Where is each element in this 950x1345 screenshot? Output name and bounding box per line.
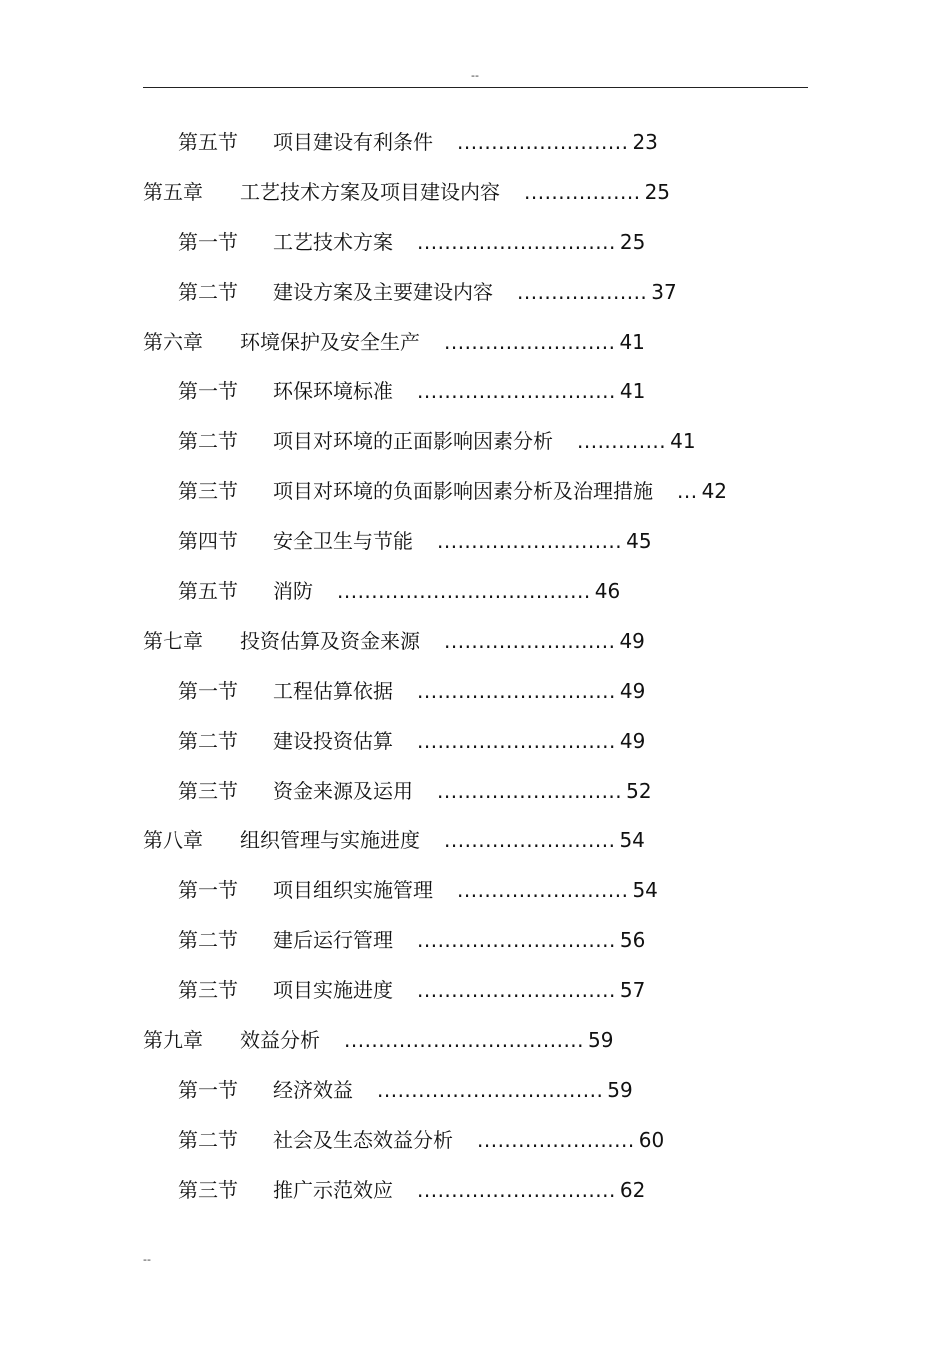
toc-entry-page-ref [417, 915, 645, 965]
toc-chapter-entry[interactable] [0, 616, 950, 666]
toc-chapter-entry[interactable] [0, 1015, 950, 1065]
toc-page-number: 49 [619, 628, 645, 653]
toc-section-entry[interactable] [0, 1065, 950, 1115]
toc-entry-title: 推广示范效应 [273, 1177, 393, 1202]
toc-dot-leader: ... [677, 479, 698, 504]
toc-section-entry[interactable] [0, 766, 950, 816]
toc-section-entry[interactable] [0, 566, 950, 616]
toc-section-entry[interactable] [0, 1115, 950, 1165]
toc-entry-number: 第五章 [143, 179, 203, 204]
toc-page-number: 25 [644, 179, 671, 204]
table-of-contents [0, 117, 950, 1215]
toc-entry-page-ref [577, 416, 696, 466]
toc-entry-page-ref [444, 815, 645, 865]
toc-dot-leader: ......................... [444, 329, 616, 354]
toc-section-entry[interactable] [0, 117, 950, 167]
toc-page-number: 59 [607, 1077, 633, 1102]
toc-page-number: 25 [619, 229, 646, 254]
toc-page-number: 52 [626, 778, 652, 803]
toc-entry-number: 第八章 [143, 828, 203, 853]
page-footer-mark: -- [143, 1253, 151, 1266]
toc-entry-title: 资金来源及运用 [273, 778, 413, 803]
toc-section-entry[interactable] [0, 915, 950, 965]
toc-entry-page-ref [417, 666, 645, 716]
toc-page-number: 54 [619, 828, 645, 853]
toc-page-number: 56 [619, 928, 646, 953]
header-rule [143, 87, 808, 88]
toc-entry-number: 第三节 [178, 978, 238, 1003]
toc-entry-number: 第一节 [178, 229, 238, 254]
toc-entry-number: 第一节 [178, 678, 238, 703]
toc-entry-page-ref [377, 1065, 633, 1115]
toc-dot-leader: ....................... [477, 1127, 635, 1152]
toc-page-number: 54 [632, 878, 658, 903]
toc-section-entry[interactable] [0, 666, 950, 716]
toc-entry-page-ref [444, 317, 645, 367]
toc-entry-title: 工艺技术方案及项目建设内容 [240, 179, 500, 204]
toc-entry-title: 项目对环境的负面影响因素分析及治理措施 [273, 479, 653, 504]
toc-dot-leader: ......................... [457, 130, 629, 154]
toc-entry-title: 项目建设有利条件 [273, 130, 433, 154]
toc-page-number: 42 [701, 479, 728, 504]
toc-section-entry[interactable] [0, 716, 950, 766]
toc-entry-title: 效益分析 [240, 1028, 320, 1053]
toc-section-entry[interactable] [0, 217, 950, 267]
toc-dot-leader: ............................. [417, 229, 616, 254]
toc-dot-leader: ........................... [437, 778, 623, 803]
toc-entry-title: 项目实施进度 [273, 978, 393, 1003]
toc-entry-number: 第三节 [178, 778, 238, 803]
toc-entry-page-ref [457, 865, 658, 915]
toc-dot-leader: ................................. [377, 1077, 604, 1102]
toc-entry-title: 环境保护及安全生产 [240, 329, 420, 354]
toc-entry-page-ref [444, 616, 645, 666]
toc-dot-leader: ................................... [344, 1028, 585, 1053]
toc-entry-page-ref [417, 217, 645, 267]
toc-section-entry[interactable] [0, 965, 950, 1015]
toc-page-number: 46 [594, 579, 621, 604]
toc-page-number: 45 [626, 529, 652, 554]
toc-entry-number: 第九章 [143, 1028, 203, 1053]
toc-chapter-entry[interactable] [0, 317, 950, 367]
toc-entry-number: 第五节 [178, 579, 238, 604]
toc-dot-leader: ............. [577, 429, 667, 454]
toc-page-number: 41 [619, 329, 645, 354]
toc-page-number: 23 [632, 130, 658, 154]
toc-entry-page-ref [417, 716, 645, 766]
toc-entry-number: 第二节 [178, 1127, 238, 1152]
toc-dot-leader: ............................. [417, 379, 616, 404]
toc-entry-page-ref [477, 1115, 664, 1165]
toc-section-entry[interactable] [0, 267, 950, 317]
toc-page-number: 41 [670, 429, 696, 454]
toc-entry-title: 工程估算依据 [273, 678, 393, 703]
toc-entry-number: 第一节 [178, 878, 238, 903]
toc-entry-number: 第三节 [178, 1177, 238, 1202]
toc-entry-title: 工艺技术方案 [273, 229, 393, 254]
toc-dot-leader: ......................... [444, 628, 616, 653]
toc-page-number: 60 [638, 1127, 665, 1152]
toc-entry-page-ref [437, 516, 652, 566]
toc-entry-number: 第五节 [178, 130, 238, 154]
page-header-mark: -- [471, 69, 479, 82]
toc-dot-leader: ..................................... [337, 579, 591, 604]
toc-section-entry[interactable] [0, 1165, 950, 1215]
toc-section-entry[interactable] [0, 466, 950, 516]
toc-entry-page-ref [517, 267, 677, 317]
toc-entry-page-ref [524, 167, 670, 217]
toc-dot-leader: ............................. [417, 978, 616, 1003]
toc-entry-title: 建后运行管理 [273, 928, 393, 953]
toc-page-number: 41 [619, 379, 646, 404]
toc-dot-leader: ............................. [417, 678, 616, 703]
toc-entry-title: 安全卫生与节能 [273, 529, 413, 554]
toc-entry-number: 第六章 [143, 329, 203, 354]
toc-entry-title: 组织管理与实施进度 [240, 828, 420, 853]
toc-entry-title: 消防 [273, 579, 313, 604]
toc-section-entry[interactable] [0, 416, 950, 466]
toc-entry-page-ref [417, 965, 645, 1015]
toc-entry-number: 第二节 [178, 279, 238, 304]
toc-dot-leader: ......................... [457, 878, 629, 903]
toc-entry-page-ref [344, 1015, 613, 1065]
toc-dot-leader: ................... [517, 279, 648, 304]
toc-dot-leader: ............................. [417, 728, 616, 753]
toc-entry-page-ref [437, 766, 652, 816]
toc-entry-page-ref [677, 466, 727, 516]
toc-section-entry[interactable] [0, 366, 950, 416]
toc-entry-number: 第二节 [178, 728, 238, 753]
toc-page-number: 49 [619, 728, 646, 753]
toc-entry-page-ref [417, 1165, 645, 1215]
toc-dot-leader: ............................. [417, 928, 616, 953]
toc-entry-title: 经济效益 [273, 1077, 353, 1102]
toc-entry-number: 第一节 [178, 1077, 238, 1102]
toc-dot-leader: ........................... [437, 529, 623, 554]
toc-entry-title: 社会及生态效益分析 [273, 1127, 453, 1152]
toc-entry-number: 第四节 [178, 529, 238, 554]
toc-dot-leader: ............................. [417, 1177, 616, 1202]
toc-entry-title: 环保环境标准 [273, 379, 393, 404]
toc-dot-leader: ......................... [444, 828, 616, 853]
toc-page-number: 62 [619, 1177, 646, 1202]
toc-entry-number: 第一节 [178, 379, 238, 404]
toc-entry-page-ref [337, 566, 620, 616]
toc-entry-page-ref [457, 117, 658, 167]
toc-page-number: 59 [588, 1028, 614, 1053]
toc-entry-title: 项目对环境的正面影响因素分析 [273, 429, 553, 454]
toc-dot-leader: ................. [524, 179, 641, 204]
toc-entry-number: 第七章 [143, 628, 203, 653]
toc-chapter-entry[interactable] [0, 167, 950, 217]
toc-page-number: 49 [619, 678, 646, 703]
toc-entry-page-ref [417, 366, 645, 416]
toc-entry-number: 第二节 [178, 429, 238, 454]
toc-entry-title: 建设方案及主要建设内容 [273, 279, 493, 304]
toc-entry-title: 建设投资估算 [273, 728, 393, 753]
toc-page-number: 37 [651, 279, 677, 304]
toc-entry-number: 第三节 [178, 479, 238, 504]
toc-page-number: 57 [619, 978, 646, 1003]
toc-section-entry[interactable] [0, 516, 950, 566]
toc-chapter-entry[interactable] [0, 815, 950, 865]
toc-entry-title: 投资估算及资金来源 [240, 628, 420, 653]
toc-section-entry[interactable] [0, 865, 950, 915]
toc-entry-number: 第二节 [178, 928, 238, 953]
toc-entry-title: 项目组织实施管理 [273, 878, 433, 903]
